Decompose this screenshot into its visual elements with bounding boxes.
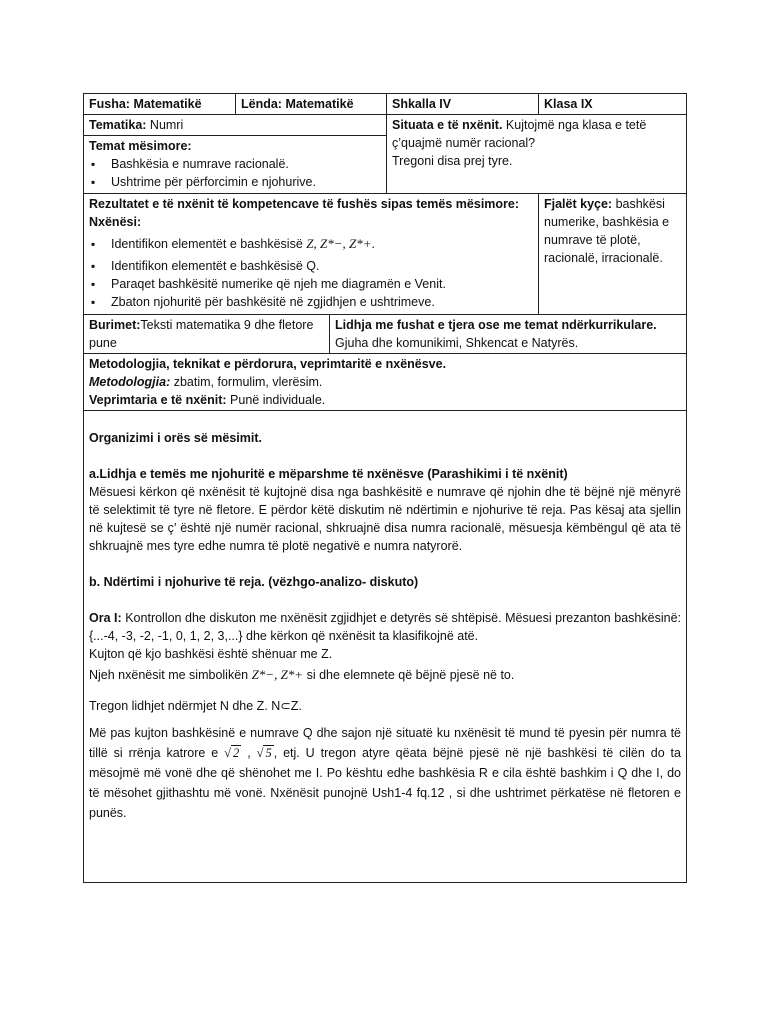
- z-set-math: Z, Z*−, Z*+: [306, 236, 372, 251]
- burimet-value: Teksti matematika 9 dhe fletore pune: [89, 318, 314, 350]
- z-star-math: Z*−, Z*+: [251, 667, 304, 682]
- metodologjia-label: Metodologjia:: [89, 375, 171, 389]
- lenda-cell: Lënda: Matematikë: [236, 94, 387, 115]
- veprimtaria-value: Punë individuale.: [226, 393, 326, 407]
- lidhja-label: Lidhja me fushat e tjera ose me temat ndërkurrikulare.: [335, 318, 657, 332]
- mepas-text: Më pas kujton bashkësinë e numrave Q dhe sajon një situatë ku nxënësit të mund të pyesin për numra të tillë si rrënja katrore e: [89, 726, 681, 760]
- lidhja-cell: [330, 315, 687, 354]
- tematika-value: Numri: [146, 118, 184, 132]
- sqrt-5-radicand: 5: [265, 746, 272, 760]
- temat-item: ▪ Ushtrime për përforcimin e njohurive.: [111, 173, 381, 191]
- temat-list: [89, 155, 381, 191]
- metodologjia-row: [84, 354, 687, 411]
- veprimtaria-label: Veprimtaria e të nxënit:: [89, 393, 227, 407]
- mepas-text-post: , etj. U tregon atyre qëata bëjnë pjesë në një bashkësi të cilën do ta mësojmë më vonë dhe që shënohet me I. Po kështu edhe bashkësia R e cila është bashkim i Q dhe I, do të mësohet gjithashtu më vonë. Nxënësit punojnë Ush1-4 fq.12 , si dhe ushtrimet përkatëse në fletoren e punës.: [89, 746, 681, 820]
- section-b-title: b. Ndërtimi i njohurive të reja. (vëzhgo-analizo- diskuto): [89, 575, 419, 589]
- mepas-paragraph: Më pas kujton bashkësinë e numrave Q dhe sajon një situatë ku nxënësit të mund të pyesin për numra të tillë si rrënja katrore e √ 2 , √ 5 , etj. U tregon atyre qëata bëjnë pjesë në një bashkësi të cilën do ta mësojmë më vonë dhe që shënohet me I. Po kështu edhe bashkësia R e cila është bashkim i Q dhe I, do të mësohet gjithashtu më vonë. Nxënësit punojnë Ush1-4 fq.12 , si dhe ushtrimet përkatëse në fletoren e punës.: [89, 726, 681, 820]
- sqrt-2-math: √ 2: [224, 746, 240, 760]
- header-row: [84, 94, 687, 115]
- rezultatet-list: [89, 231, 533, 311]
- burimet-label: Burimet:: [89, 318, 141, 332]
- metodologjia-line: [89, 373, 681, 391]
- ora-paragraph: [89, 609, 681, 645]
- fjalet-value: bashkësi numerike, bashkësia e numrave të plotë, racionalë, irracionalë.: [544, 197, 670, 265]
- tematika-cell: [84, 115, 387, 194]
- situata-cell: [387, 115, 687, 194]
- ora-label: Ora I:: [89, 611, 122, 625]
- situata-text-2: Tregoni disa prej tyre.: [392, 154, 513, 168]
- fjalet-cell: [539, 194, 687, 315]
- njeh-text: Njeh nxënësit me simbolikën: [89, 668, 252, 682]
- body-row: [84, 411, 687, 883]
- rezultatet-item: ▪ Zbaton njohuritë për bashkësitë në zgjidhjen e ushtrimeve.: [111, 293, 533, 311]
- tematika-row: [84, 115, 687, 194]
- fjalet-label: Fjalët kyçe:: [544, 197, 613, 211]
- veprimtaria-line: [89, 391, 681, 409]
- burimet-row: [84, 315, 687, 354]
- situata-label: Situata e të nxënit.: [392, 118, 503, 132]
- section-a-text: Mësuesi kërkon që nxënësit të kujtojnë disa nga bashkësitë e numrave që njohin dhe të bëjnë një mënyrë të selektimit të tyre në fletore. E përdor këtë diskutim në ndërtimin e njohurive të reja. Pas kësaj ata sjellin në kujtesë se ç’ është një numër racional, shkruajnë disa numra racionalë, mësuesja këmbëngul që ata të shkruajnë mes tyre edhe numra të plotë negativë e numra natyrorë.: [89, 485, 681, 553]
- sqrt-2-radicand: 2: [233, 746, 240, 760]
- metodologjia-title: Metodologjia, teknikat e përdorura, veprimtaritë e nxënësve.: [89, 357, 447, 371]
- tematika-line: [84, 115, 386, 136]
- rezultatet-item-text: Identifikon elementët e bashkësisë: [111, 237, 307, 251]
- sqrt-5-math: √ 5: [256, 746, 272, 760]
- njeh-text-post: si dhe elemnete që bëjnë pjesë në to.: [303, 668, 515, 682]
- body-cell: [84, 411, 687, 883]
- ora-text: Kontrollon dhe diskuton me nxënësit zgjidhjet e detyrës së shtëpisë. Mësuesi prezanton bashkësinë: {...-4, -3, -2, -1, 0, 1, 2, 3,...} dhe kërkon që nxënësit ta klasifikojnë atë.: [89, 611, 681, 643]
- rezultatet-row: [84, 194, 687, 315]
- temat-block: [84, 136, 386, 193]
- org-title: Organizimi i orës së mësimit.: [89, 431, 262, 445]
- rezultatet-item: ▪ Identifikon elementët e bashkësisë Z, Z*−, Z*+.: [111, 231, 533, 257]
- rezultatet-label: Rezultatet e të nxënit të kompetencave të fushës sipas temës mësimore:: [89, 197, 520, 211]
- metodologjia-value: zbatim, formulim, vlerësim.: [170, 375, 323, 389]
- rezultatet-item: ▪ Paraqet bashkësitë numerike që njeh me diagramën e Venit.: [111, 275, 533, 293]
- shkalla-cell: Shkalla IV: [387, 94, 539, 115]
- tematika-label: Tematika:: [89, 118, 147, 132]
- temat-item: ▪ Bashkësia e numrave racionalë.: [111, 155, 381, 173]
- section-a-title: a.Lidhja e temës me njohuritë e mëparshme të nxënësve (Parashikimi i të nxënit): [89, 467, 568, 481]
- fusha-cell: Fusha: Matematikë: [84, 94, 236, 115]
- metodologjia-cell: [84, 354, 687, 411]
- lesson-plan-document: [83, 93, 686, 883]
- situata-text: Kujtojmë nga klasa e tetë ç’quajmë numër racional?: [392, 118, 647, 150]
- burimet-cell: [84, 315, 330, 354]
- tregon-line: Tregon lidhjet ndërmjet N dhe Z. N⊂Z.: [89, 699, 302, 713]
- klasa-cell: Klasa IX: [539, 94, 687, 115]
- rezultatet-cell: [84, 194, 539, 315]
- kujton-line: Kujton që kjo bashkësi është shënuar me Z.: [89, 647, 333, 661]
- rezultatet-item: ▪ Identifikon elementët e bashkësisë Q.: [111, 257, 533, 275]
- lidhja-value: Gjuha dhe komunikimi, Shkencat e Natyrës.: [335, 336, 579, 350]
- lesson-plan-table: [83, 93, 687, 883]
- nxenesi-label: Nxënësi:: [89, 215, 142, 229]
- temat-label: Temat mësimore:: [89, 139, 192, 153]
- njeh-line: [89, 663, 681, 687]
